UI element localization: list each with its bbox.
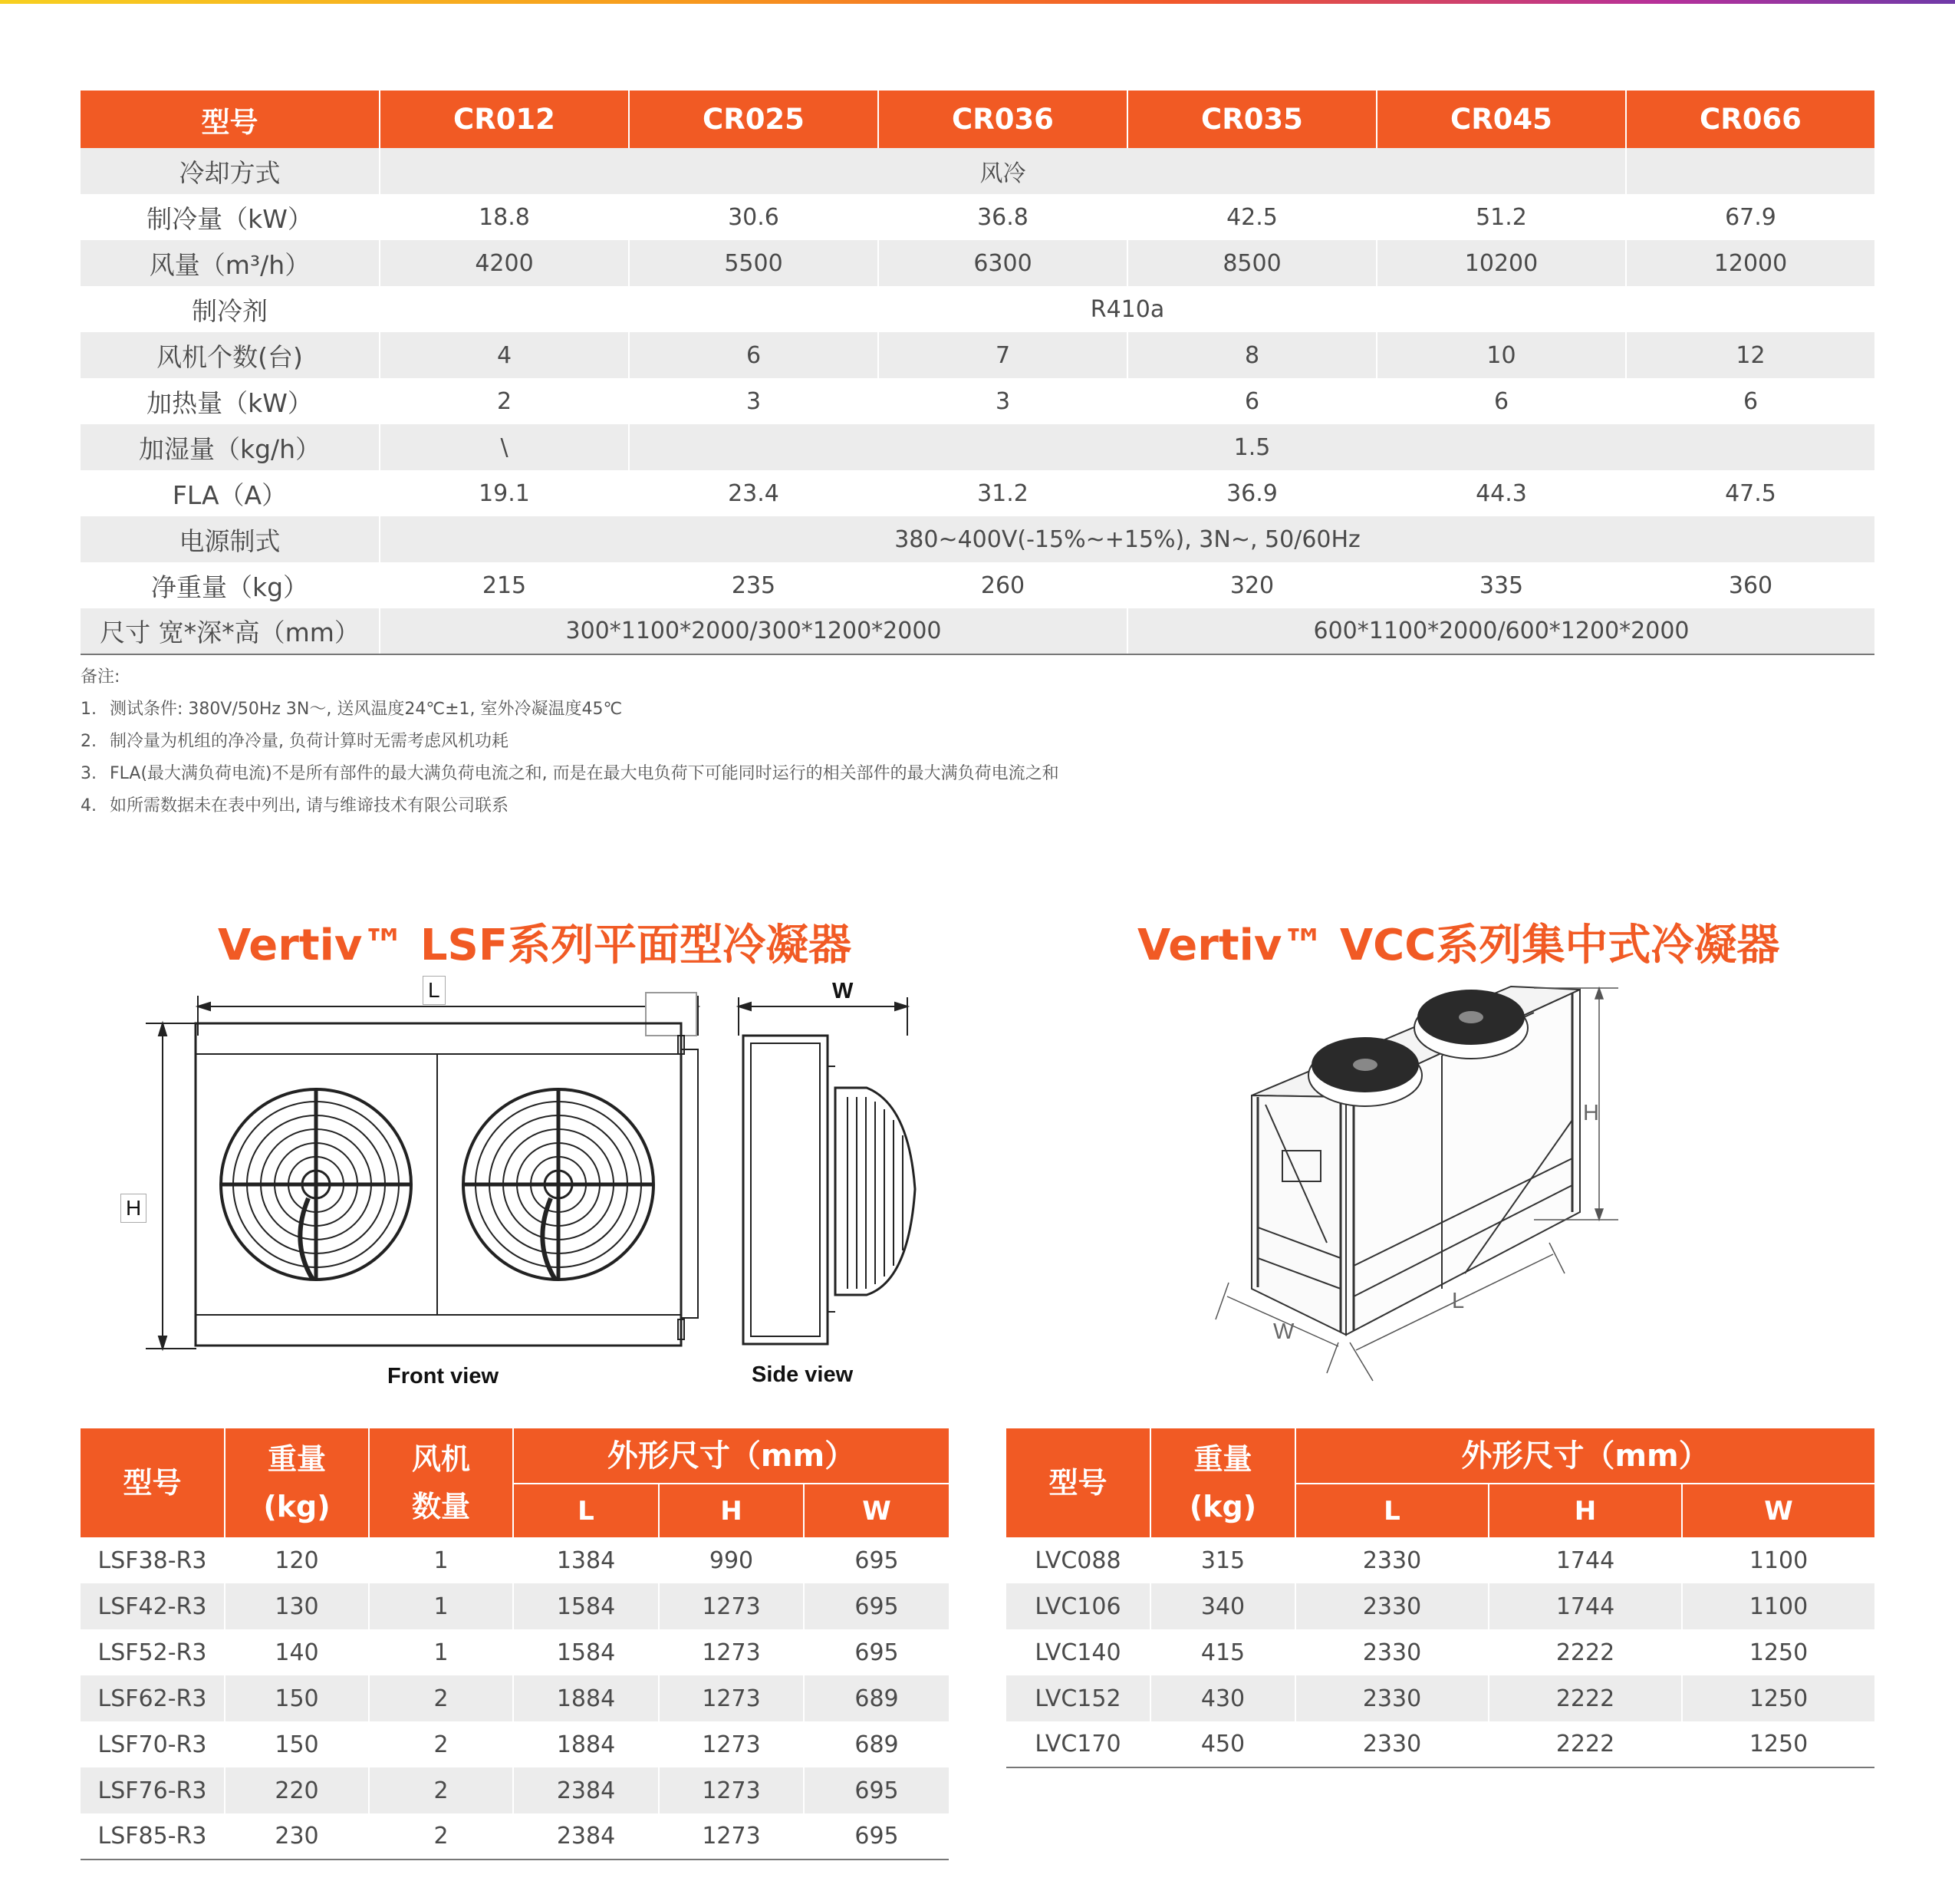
cell: 8 <box>1127 332 1377 378</box>
cell: 4 <box>380 332 629 378</box>
header-fans-line2: 数量 <box>411 1490 470 1524</box>
cell: 689 <box>804 1721 949 1767</box>
cell: 1100 <box>1682 1537 1874 1583</box>
cell: 1250 <box>1682 1721 1874 1767</box>
table-row <box>81 194 1874 240</box>
spec-header-cell: CR012 <box>380 91 629 148</box>
cell: 1744 <box>1489 1583 1682 1629</box>
cell: 1884 <box>513 1721 659 1767</box>
cell: 335 <box>1377 562 1626 608</box>
cell: 1273 <box>659 1675 804 1721</box>
table-row <box>81 1813 949 1860</box>
table-row <box>81 1721 949 1767</box>
table-row <box>81 562 1874 608</box>
cell: 3 <box>629 378 878 424</box>
cell: 10 <box>1377 332 1626 378</box>
cell: 1584 <box>513 1583 659 1629</box>
cell: 1273 <box>659 1629 804 1675</box>
cell: 300*1100*2000/300*1200*2000 <box>380 608 1127 654</box>
cell: R410a <box>380 286 1874 332</box>
front-view-caption: Front view <box>387 1364 499 1388</box>
cell: 450 <box>1150 1721 1295 1767</box>
note-number: 3. <box>81 764 97 783</box>
cell: 67.9 <box>1626 194 1874 240</box>
cell: 风冷 <box>380 148 1626 194</box>
cell: 695 <box>804 1629 949 1675</box>
header-fans-line1: 风机 <box>411 1442 470 1476</box>
spec-header-cell: CR045 <box>1377 91 1626 148</box>
cell <box>1626 148 1874 194</box>
lsf-side-view-drawing <box>732 990 932 1358</box>
cell: 1250 <box>1682 1675 1874 1721</box>
cell: 600*1100*2000/600*1200*2000 <box>1127 608 1874 654</box>
cell: LSF38-R3 <box>81 1537 225 1583</box>
cell: 2 <box>369 1813 513 1860</box>
table-row <box>81 148 1874 194</box>
cell: 120 <box>225 1537 369 1583</box>
lsf-table <box>81 1428 949 1860</box>
lsf-header-row <box>81 1428 949 1484</box>
cell: LVC140 <box>1006 1629 1150 1675</box>
cell: LVC170 <box>1006 1721 1150 1767</box>
cell: 23.4 <box>629 470 878 516</box>
cell: 2330 <box>1295 1537 1489 1583</box>
header-weight <box>1150 1428 1295 1537</box>
vcc-header-row <box>1006 1428 1874 1484</box>
cell: 44.3 <box>1377 470 1626 516</box>
cell: LSF62-R3 <box>81 1675 225 1721</box>
note-number: 2. <box>81 732 97 751</box>
cell: 1273 <box>659 1813 804 1860</box>
note-item <box>81 726 1059 758</box>
table-row <box>81 424 1874 470</box>
row-label: 净重量（kg） <box>81 562 380 608</box>
cell: 12000 <box>1626 240 1874 286</box>
cell: LSF52-R3 <box>81 1629 225 1675</box>
cell: 1.5 <box>629 424 1874 470</box>
spec-header-cell: CR025 <box>629 91 878 148</box>
cell: 130 <box>225 1583 369 1629</box>
dim-label-w: W <box>832 979 854 1003</box>
dim-label-l: L <box>423 976 446 1005</box>
cell: 6 <box>1626 378 1874 424</box>
spec-table <box>81 91 1874 655</box>
fan-icon <box>1308 1037 1422 1106</box>
cell: 315 <box>1150 1537 1295 1583</box>
row-label: 风机个数(台) <box>81 332 380 378</box>
cell: 6 <box>629 332 878 378</box>
vcc-dim-label-w: W <box>1273 1319 1295 1344</box>
cell: 1273 <box>659 1721 804 1767</box>
cell: 2222 <box>1489 1721 1682 1767</box>
lsf-front-view-drawing <box>115 990 706 1358</box>
header-w: W <box>1682 1484 1874 1537</box>
cell: 340 <box>1150 1583 1295 1629</box>
cell: 150 <box>225 1721 369 1767</box>
cell: 415 <box>1150 1629 1295 1675</box>
cell: 150 <box>225 1675 369 1721</box>
cell: 215 <box>380 562 629 608</box>
cell: 695 <box>804 1767 949 1813</box>
table-row <box>81 378 1874 424</box>
vcc-dim-label-l: L <box>1452 1289 1465 1313</box>
vcc-section-title: Vertiv™ VCC系列集中式冷凝器 <box>1137 921 1780 970</box>
note-item <box>81 790 1059 822</box>
cell: LSF70-R3 <box>81 1721 225 1767</box>
table-row <box>81 1629 949 1675</box>
header-model: 型号 <box>81 1428 225 1537</box>
cell: 430 <box>1150 1675 1295 1721</box>
cell: 2330 <box>1295 1675 1489 1721</box>
cell: 1744 <box>1489 1537 1682 1583</box>
cell: 380~400V(-15%~+15%), 3N~, 50/60Hz <box>380 516 1874 562</box>
row-label: 加湿量（kg/h） <box>81 424 380 470</box>
cell: 2330 <box>1295 1721 1489 1767</box>
note-item <box>81 758 1059 790</box>
table-row <box>1006 1675 1874 1721</box>
row-label: 制冷量（kW） <box>81 194 380 240</box>
table-row <box>1006 1721 1874 1767</box>
cell: 2 <box>369 1721 513 1767</box>
cell: LSF42-R3 <box>81 1583 225 1629</box>
header-fans <box>369 1428 513 1537</box>
cell: 2222 <box>1489 1629 1682 1675</box>
dim-label-h: H <box>120 1194 146 1223</box>
header-weight <box>225 1428 369 1537</box>
cell: LSF85-R3 <box>81 1813 225 1860</box>
table-row <box>1006 1583 1874 1629</box>
header-h: H <box>659 1484 804 1537</box>
top-gradient-bar <box>0 0 1955 4</box>
cell: 6300 <box>878 240 1127 286</box>
header-h: H <box>1489 1484 1682 1537</box>
cell: 1884 <box>513 1675 659 1721</box>
header-w: W <box>804 1484 949 1537</box>
spec-header-cell: CR066 <box>1626 91 1874 148</box>
cell: 30.6 <box>629 194 878 240</box>
cell: 2330 <box>1295 1583 1489 1629</box>
cell: 2 <box>369 1675 513 1721</box>
vcc-table <box>1006 1428 1874 1768</box>
cell: 2222 <box>1489 1675 1682 1721</box>
cell: 695 <box>804 1537 949 1583</box>
cell: 1250 <box>1682 1629 1874 1675</box>
note-number: 4. <box>81 796 97 815</box>
cell: 220 <box>225 1767 369 1813</box>
fan-icon <box>463 1089 653 1280</box>
cell: \ <box>380 424 629 470</box>
cell: 1100 <box>1682 1583 1874 1629</box>
cell: LSF76-R3 <box>81 1767 225 1813</box>
cell: 1 <box>369 1537 513 1583</box>
cell: 8500 <box>1127 240 1377 286</box>
note-text: 测试条件: 380V/50Hz 3N～, 送风温度24℃±1, 室外冷凝温度45℃ <box>110 700 623 719</box>
spec-header-cell: CR035 <box>1127 91 1377 148</box>
vcc-dim-label-h: H <box>1583 1101 1599 1125</box>
cell: 12 <box>1626 332 1874 378</box>
row-label: 电源制式 <box>81 516 380 562</box>
table-row <box>81 332 1874 378</box>
cell: LVC152 <box>1006 1675 1150 1721</box>
row-label: FLA（A） <box>81 470 380 516</box>
cell: 230 <box>225 1813 369 1860</box>
table-row <box>81 1583 949 1629</box>
cell: 36.8 <box>878 194 1127 240</box>
cell: 1 <box>369 1629 513 1675</box>
cell: 235 <box>629 562 878 608</box>
table-row <box>81 1537 949 1583</box>
note-text: FLA(最大满负荷电流)不是所有部件的最大满负荷电流之和, 而是在最大电负荷下可能同时运行的相关部件的最大满负荷电流之和 <box>110 764 1059 783</box>
note-number: 1. <box>81 700 97 719</box>
cell: LVC106 <box>1006 1583 1150 1629</box>
header-model: 型号 <box>1006 1428 1150 1537</box>
cell: 689 <box>804 1675 949 1721</box>
cell: 3 <box>878 378 1127 424</box>
cell: 6 <box>1127 378 1377 424</box>
row-label: 冷却方式 <box>81 148 380 194</box>
cell: 5500 <box>629 240 878 286</box>
cell: 4200 <box>380 240 629 286</box>
header-weight-line2: (kg) <box>263 1490 331 1524</box>
header-l: L <box>1295 1484 1489 1537</box>
cell: 2384 <box>513 1767 659 1813</box>
cell: 1584 <box>513 1629 659 1675</box>
header-weight-line2: (kg) <box>1189 1490 1257 1524</box>
spec-header-row <box>81 91 1874 148</box>
cell: 7 <box>878 332 1127 378</box>
cell: 42.5 <box>1127 194 1377 240</box>
cell: 6 <box>1377 378 1626 424</box>
table-row <box>81 240 1874 286</box>
spec-header-cell: CR036 <box>878 91 1127 148</box>
table-row <box>81 1675 949 1721</box>
cell: 19.1 <box>380 470 629 516</box>
notes-title: 备注: <box>81 667 120 687</box>
cell: 18.8 <box>380 194 629 240</box>
cell: 2384 <box>513 1813 659 1860</box>
lsf-section-title: Vertiv™ LSF系列平面型冷凝器 <box>218 921 852 970</box>
table-row <box>81 286 1874 332</box>
cell: 695 <box>804 1583 949 1629</box>
cell: 36.9 <box>1127 470 1377 516</box>
cell: 2 <box>380 378 629 424</box>
header-dimensions: 外形尺寸（mm） <box>513 1428 949 1484</box>
cell: 990 <box>659 1537 804 1583</box>
row-label: 风量（m³/h） <box>81 240 380 286</box>
spec-header-cell: 型号 <box>81 91 380 148</box>
cell: 140 <box>225 1629 369 1675</box>
fan-icon <box>1414 990 1528 1059</box>
header-l: L <box>513 1484 659 1537</box>
cell: 260 <box>878 562 1127 608</box>
cell: 1273 <box>659 1583 804 1629</box>
cell: 31.2 <box>878 470 1127 516</box>
note-text: 制冷量为机组的净冷量, 负荷计算时无需考虑风机功耗 <box>110 732 508 751</box>
cell: 1273 <box>659 1767 804 1813</box>
cell: 2 <box>369 1767 513 1813</box>
table-row <box>81 1767 949 1813</box>
cell: 695 <box>804 1813 949 1860</box>
cell: 1 <box>369 1583 513 1629</box>
cell: LVC088 <box>1006 1537 1150 1583</box>
cell: 2330 <box>1295 1629 1489 1675</box>
note-text: 如所需数据未在表中列出, 请与维谛技术有限公司联系 <box>110 796 508 815</box>
note-item <box>81 693 1059 726</box>
table-row <box>81 516 1874 562</box>
row-label: 加热量（kW） <box>81 378 380 424</box>
cell: 320 <box>1127 562 1377 608</box>
notes <box>81 661 1059 822</box>
side-view-caption: Side view <box>752 1362 854 1387</box>
cell: 10200 <box>1377 240 1626 286</box>
header-weight-line1: 重量 <box>1193 1442 1252 1476</box>
table-row <box>1006 1537 1874 1583</box>
cell: 360 <box>1626 562 1874 608</box>
table-row <box>1006 1629 1874 1675</box>
cell: 51.2 <box>1377 194 1626 240</box>
row-label: 制冷剂 <box>81 286 380 332</box>
header-weight-line1: 重量 <box>267 1442 326 1476</box>
table-row <box>81 608 1874 654</box>
fan-icon <box>221 1089 411 1280</box>
table-row <box>81 470 1874 516</box>
row-label: 尺寸 宽*深*高（mm） <box>81 608 380 654</box>
cell: 1384 <box>513 1537 659 1583</box>
header-dimensions: 外形尺寸（mm） <box>1295 1428 1874 1484</box>
cell: 47.5 <box>1626 470 1874 516</box>
